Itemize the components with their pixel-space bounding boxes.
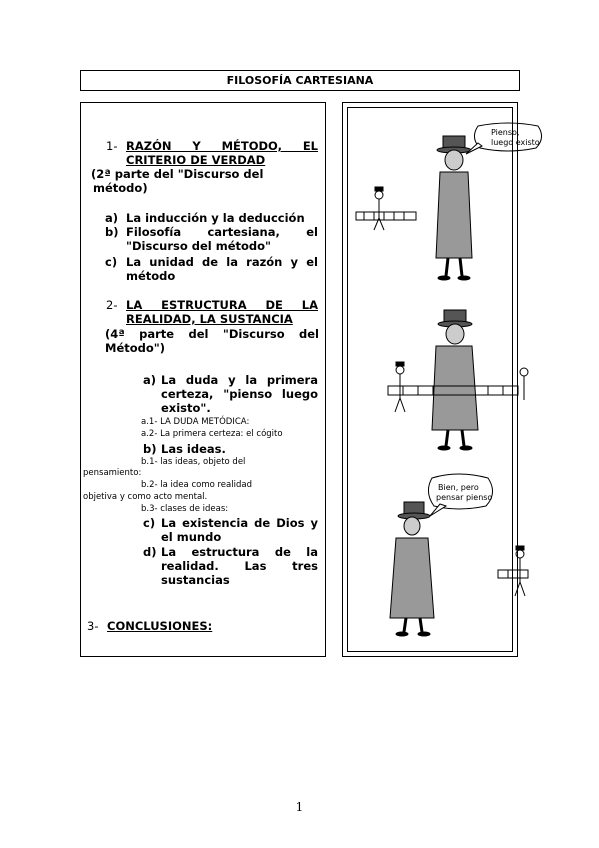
section-2-heading-line1: LA ESTRUCTURA DE LA <box>126 298 318 312</box>
bubble-1-line1: Pienso, <box>491 128 520 137</box>
section-1-subtitle-line2: método) <box>93 181 148 195</box>
section-2-heading-line2: REALIDAD, LA SUSTANCIA <box>126 312 293 326</box>
cartoon-frame <box>347 107 540 652</box>
s2-item-d-line1: La estructura de la <box>161 545 318 559</box>
s2-item-a-line1: La duda y la primera <box>161 373 318 387</box>
s2-item-b-letter: b) <box>143 442 157 456</box>
bubble-2-line1: Bien, pero <box>438 483 479 492</box>
descartes-cartoon-illustration <box>348 108 540 651</box>
cartoon-panel <box>342 102 540 657</box>
s2-item-d-line2: realidad. Las tres <box>161 559 318 573</box>
s2-b1-line1: b.1- las ideas, objeto del <box>141 457 246 467</box>
s2-item-c-letter: c) <box>143 516 156 530</box>
section-2-subtitle-line1: (4ª parte del "Discurso del <box>105 327 319 341</box>
scene-2 <box>388 310 528 450</box>
s1-item-b-line1: Filosofía cartesiana, el <box>126 225 318 239</box>
s2-item-d-line3: sustancias <box>161 573 230 587</box>
s2-b3-text: b.3- clases de ideas: <box>141 504 229 514</box>
s2-item-b-text: Las ideas. <box>161 442 226 456</box>
section-2-number: 2- <box>106 298 118 312</box>
s2-b2-line1: b.2- la idea como realidad <box>141 480 252 490</box>
s1-item-a-letter: a) <box>105 211 119 225</box>
bubble-2-line2: pensar pienso <box>436 493 493 502</box>
section-3-number: 3- <box>87 619 99 633</box>
section-1-subtitle-line1: (2ª parte del "Discurso del <box>91 167 264 181</box>
section-3-heading: CONCLUSIONES: <box>107 619 213 633</box>
s2-item-d-letter: d) <box>143 545 157 559</box>
section-1-heading-line1: RAZÓN Y MÉTODO, EL <box>126 139 318 153</box>
s2-a1-text: a.1- LA DUDA METÓDICA: <box>141 417 250 427</box>
s1-item-a-text: La inducción y la deducción <box>126 211 305 225</box>
s2-item-a-line2: certeza, "pienso luego <box>161 387 318 401</box>
section-1-number: 1- <box>106 139 118 153</box>
s1-item-c-letter: c) <box>105 255 118 269</box>
document-title: FILOSOFÍA CARTESIANA <box>80 70 520 91</box>
bubble-1-line2: luego existo <box>491 138 540 147</box>
s2-a2-text: a.2- La primera certeza: el cógito <box>141 429 283 439</box>
s2-item-a-letter: a) <box>143 373 157 387</box>
s2-item-c-line1: La existencia de Dios y <box>161 516 318 530</box>
s1-item-b-line2: "Discurso del método" <box>126 239 272 253</box>
section-2-subtitle-line2: Método") <box>105 341 166 355</box>
s2-b1-line2: pensamiento: <box>83 468 142 478</box>
s2-b2-line2: objetiva y como acto mental. <box>83 492 208 502</box>
page-number: 1 <box>295 800 304 814</box>
s2-item-a-line3: existo". <box>161 401 211 415</box>
section-1-heading-line2: CRITERIO DE VERDAD <box>126 153 266 167</box>
s1-item-c-line1: La unidad de la razón y el <box>126 255 318 269</box>
s2-item-c-line2: el mundo <box>161 530 222 544</box>
outline-panel <box>80 102 326 657</box>
s1-item-b-letter: b) <box>105 225 119 239</box>
s1-item-c-line2: método <box>126 269 176 283</box>
